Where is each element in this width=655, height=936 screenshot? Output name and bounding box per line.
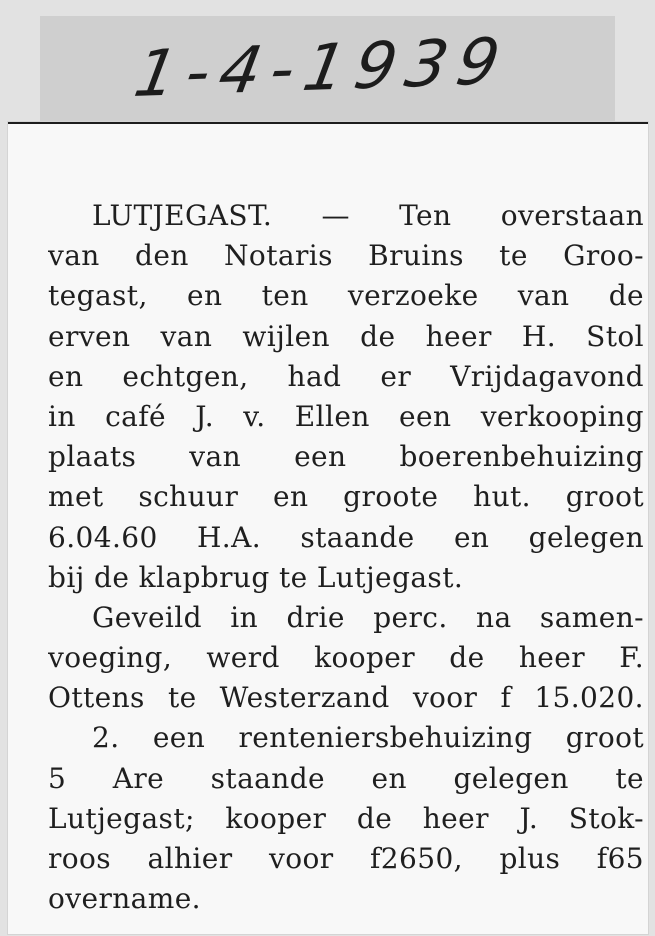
article-line: erven van wijlen de heer H. Stol: [48, 319, 644, 353]
article-line: met schuur en groote hut. groot: [48, 480, 644, 514]
article-line: Geveild in drie perc. na samen-: [92, 600, 644, 634]
article-line: 2. een renteniersbehuizing groot: [92, 721, 644, 755]
article-line: tegast, en ten verzoeke van de: [48, 279, 644, 313]
handwritten-date: 1-4-1939: [128, 25, 516, 112]
article-line: Lutjegast; kooper de heer J. Stok-: [48, 801, 644, 835]
article-line: overname.: [48, 882, 201, 916]
article-line: Ottens te Westerzand voor f 15.020.: [48, 681, 644, 715]
date-annotation-strip: [40, 16, 615, 130]
article-line: in café J. v. Ellen een verkooping: [48, 399, 644, 433]
article-line: 6.04.60 H.A. staande en gelegen: [48, 520, 644, 554]
article-line: voeging, werd kooper de heer F.: [48, 641, 644, 675]
article-line: roos alhier voor f2650, plus f65: [48, 842, 644, 875]
article-body: [48, 196, 644, 919]
article-line: bij de klapbrug te Lutjegast.: [48, 560, 464, 594]
article-line: van den Notaris Bruins te Groo-: [48, 239, 644, 273]
article-line: plaats van een boerenbehuizing: [48, 440, 644, 474]
newspaper-clipping: [8, 122, 648, 934]
article-line: 5 Are staande en gelegen te: [48, 761, 644, 795]
article-line: en echtgen, had er Vrijdagavond: [48, 359, 644, 393]
article-line: LUTJEGAST. — Ten overstaan: [92, 199, 644, 232]
